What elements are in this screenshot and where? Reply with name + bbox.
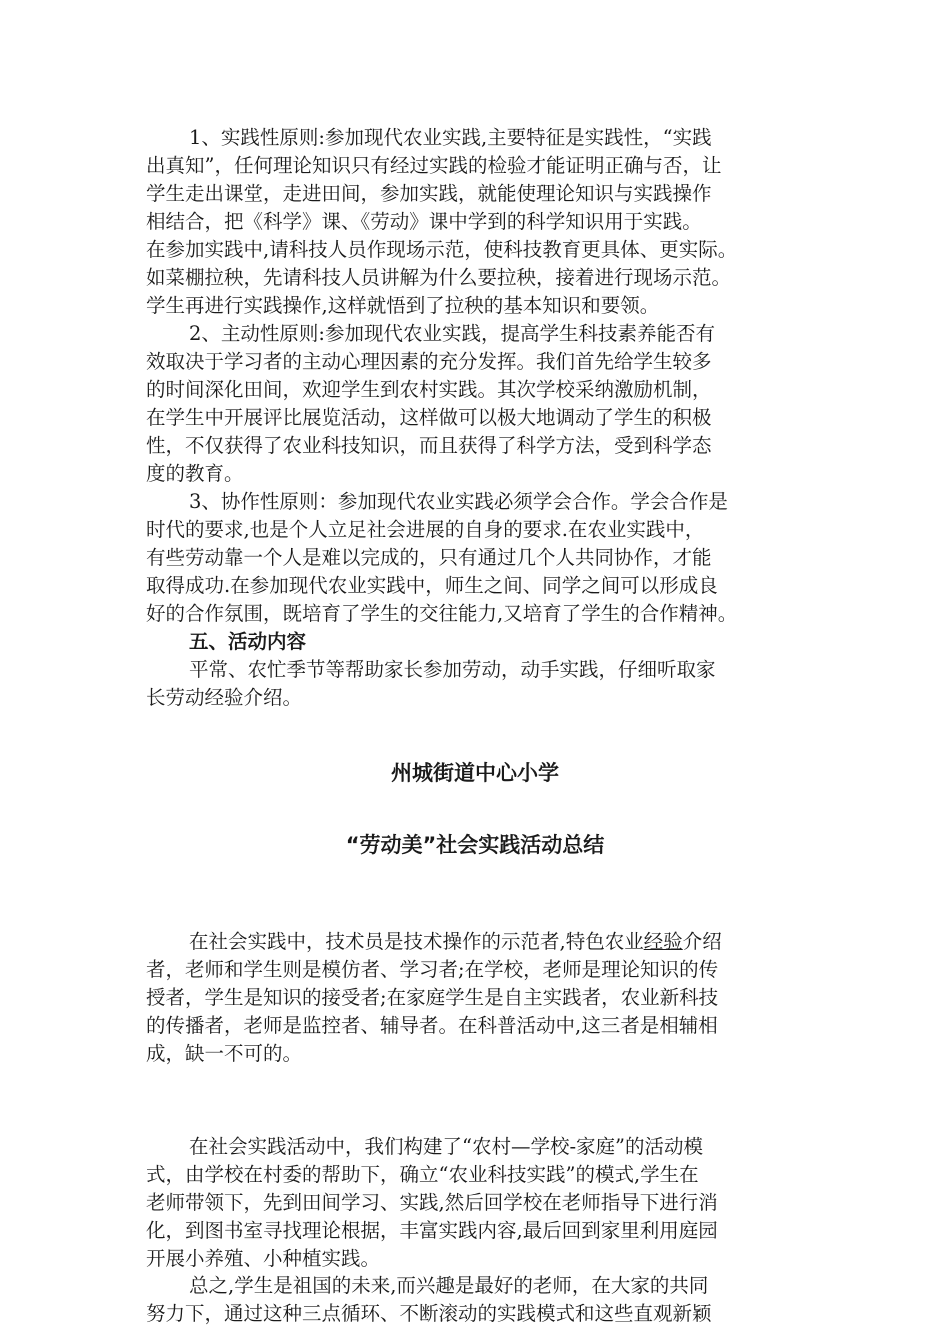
summary-para-3-line-1: 总之,学生是祖国的未来,而兴趣是最好的老师，在大家的共同: [189, 1274, 709, 1297]
summary-para-1-line-4: 的传播者，老师是监控者、辅导者。在科普活动中,这三者是相辅相: [146, 1014, 718, 1037]
summary-para-1-line-2: 者，老师和学生则是模仿者、学习者;在学校，老师是理论知识的传: [146, 958, 719, 981]
principle-3-line-4: 取得成功.在参加现代农业实践中，师生之间、同学之间可以形成良: [146, 574, 718, 597]
section-5-line-1: 平常、农忙季节等帮助家长参加劳动，动手实践，仔细听取家: [189, 658, 716, 681]
principle-1-line-7: 学生再进行实践操作,这样就悟到了拉秧的基本知识和要领。: [146, 294, 660, 317]
principle-2-line-5: 性，不仅获得了农业科技知识，而且获得了科学方法，受到科学态: [146, 434, 712, 457]
principle-2-line-6: 度的教育。: [146, 462, 244, 485]
summary-para-1-line-1-after: 介绍: [682, 930, 722, 953]
principle-2-line-1: 2、主动性原则:参加现代农业实践，提高学生科技素养能否有: [189, 322, 715, 345]
summary-para-2-line-4: 化，到图书室寻找理论根据，丰富实践内容,最后回到家里利用庭园: [146, 1219, 718, 1242]
principle-3-line-2: 时代的要求,也是个人立足社会进展的自身的要求.在农业实践中，: [146, 518, 705, 541]
principle-1-line-5: 在参加实践中,请科技人员作现场示范，使科技教育更具体、更实际。: [146, 238, 738, 261]
principle-2-line-2: 效取决于学习者的主动心理因素的充分发挥。我们首先给学生较多: [146, 350, 712, 373]
summary-para-1-line-1: [189, 928, 829, 956]
principle-1-line-4: 相结合，把《科学》课、《劳动》课中学到的科学知识用于实践。: [146, 210, 702, 233]
summary-title: “劳动美”社会实践活动总结: [345, 833, 605, 857]
principle-1-line-3: 学生走出课堂，走进田间，参加实践，就能使理论知识与实践操作: [146, 182, 712, 205]
summary-para-2-line-3: 老师带领下，先到田间学习、实践,然后回学校在老师指导下进行消: [146, 1191, 718, 1214]
underlined-word: 经验: [643, 930, 683, 953]
principle-2-line-4: 在学生中开展评比展览活动，这样做可以极大地调动了学生的积极: [146, 406, 712, 429]
summary-para-1-line-1-before: 在社会实践中，技术员是技术操作的示范者,特色农业: [189, 930, 644, 953]
principle-3-line-3: 有些劳动靠一个人是难以完成的，只有通过几个人共同协作，才能: [146, 546, 712, 569]
principle-2-line-3: 的时间深化田间，欢迎学生到农村实践。其次学校采纳激励机制，: [146, 378, 712, 401]
school-title: 州城街道中心小学: [391, 761, 559, 785]
principle-1-line-6: 如菜棚拉秧，先请科技人员讲解为什么要拉秧，接着进行现场示范。: [146, 266, 732, 289]
section-5-line-2: 长劳动经验介绍。: [146, 686, 303, 709]
summary-para-2-line-2: 式，由学校在村委的帮助下，确立“农业科技实践”的模式,学生在: [146, 1163, 699, 1186]
principle-1-line-1: 1、实践性原则:参加现代农业实践,主要特征是实践性，“实践: [189, 126, 712, 149]
summary-para-3-line-2: 努力下，通过这种三点循环、不断滚动的实践模式和这些直观新颖: [146, 1302, 712, 1325]
section-5-heading: 五、活动内容: [189, 630, 307, 653]
summary-para-2-line-5: 开展小养殖、小种植实践。: [146, 1247, 381, 1270]
principle-3-line-5: 好的合作氛围，既培育了学生的交往能力,又培育了学生的合作精神。: [146, 602, 738, 625]
principle-1-line-2: 出真知”，任何理论知识只有经过实践的检验才能证明正确与否，让: [146, 154, 722, 177]
principle-3-line-1: 3、协作性原则：参加现代农业实践必须学会合作。学会合作是: [189, 490, 728, 513]
summary-para-2-line-1: 在社会实践活动中，我们构建了“农村—学校-家庭”的活动模: [189, 1135, 704, 1158]
summary-para-1-line-5: 成，缺一不可的。: [146, 1042, 303, 1065]
summary-para-1-line-3: 授者，学生是知识的接受者;在家庭学生是自主实践者，农业新科技: [146, 986, 719, 1009]
